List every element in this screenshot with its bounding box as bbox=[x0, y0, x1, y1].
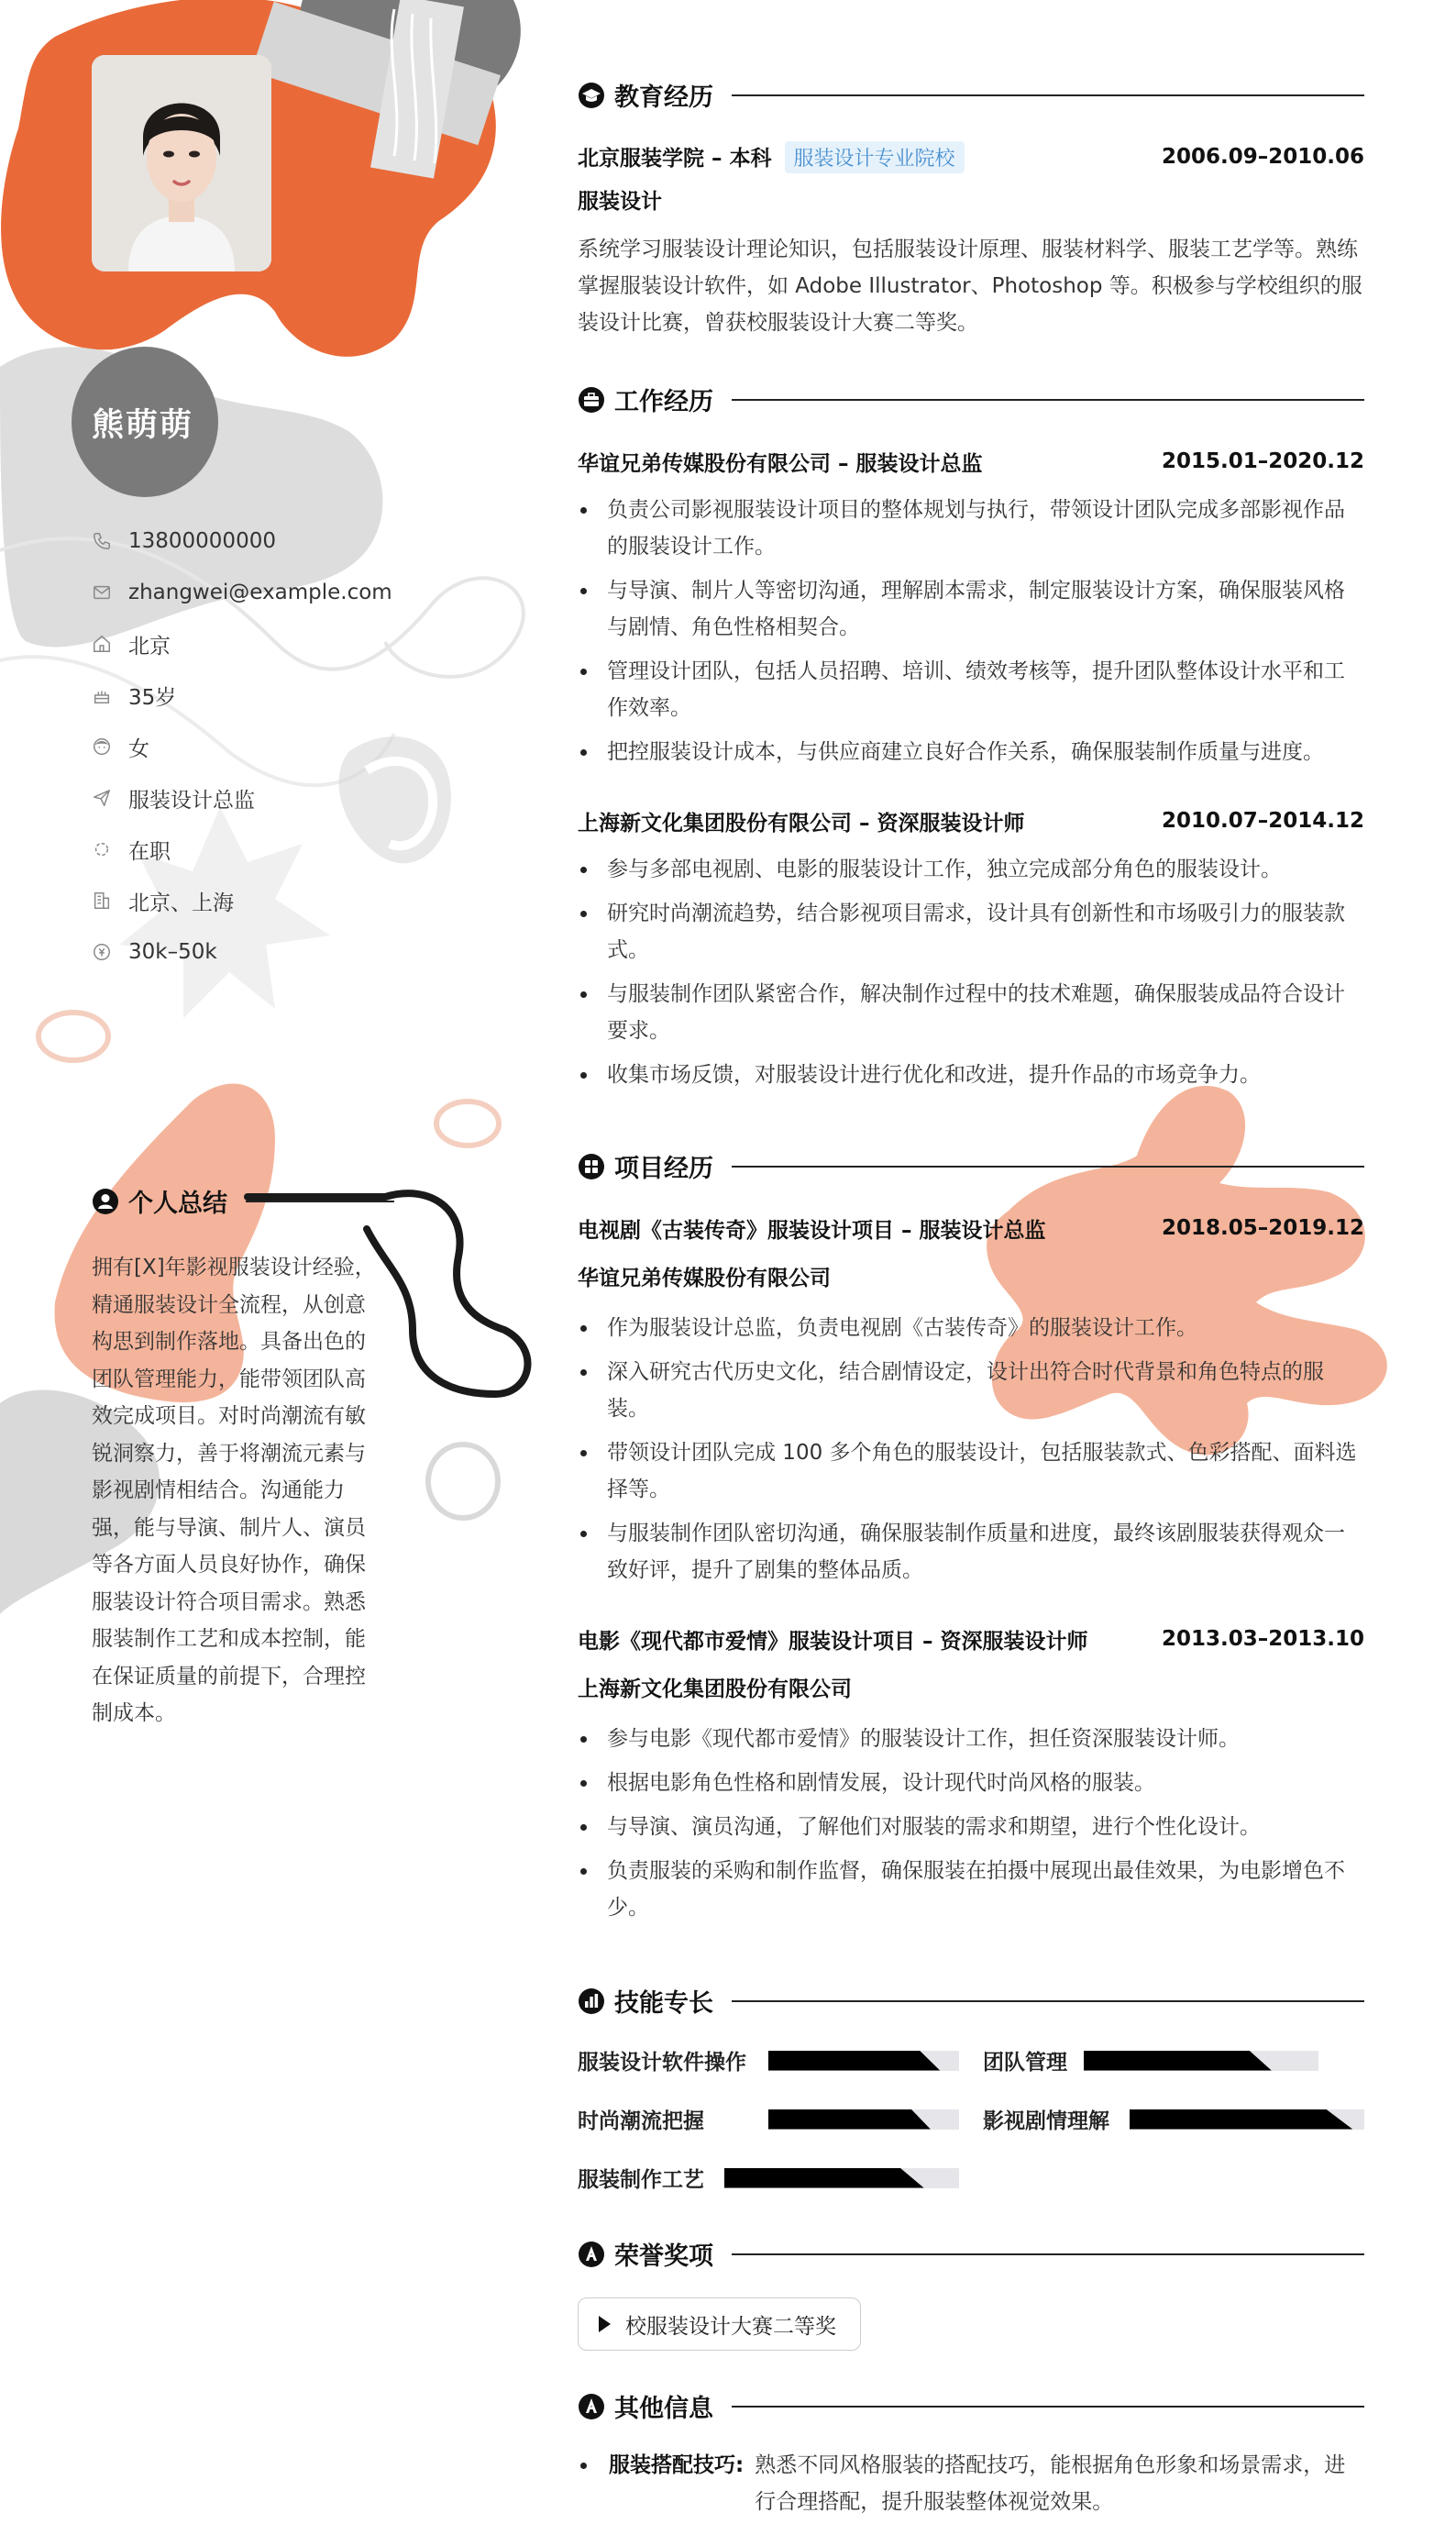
education-title: 教育经历 bbox=[614, 83, 713, 112]
contact-phone bbox=[92, 515, 392, 567]
list-item: 参与多部电视剧、电影的服装设计工作，独立完成部分角色的服装设计。 bbox=[578, 851, 1364, 888]
info-icon bbox=[578, 2393, 605, 2420]
project-1-company: 华谊兄弟传媒股份有限公司 bbox=[578, 1267, 831, 1290]
contact-email-text: zhangwei@example.com bbox=[128, 581, 392, 604]
list-item: 与服装制作团队紧密合作，解决制作过程中的技术难题，确保服装成品符合设计要求。 bbox=[578, 976, 1364, 1049]
skill-name: 服装设计软件操作 bbox=[578, 2051, 746, 2075]
gender-icon bbox=[92, 736, 112, 757]
contact-age-text: 35岁 bbox=[128, 685, 177, 710]
other-title: 其他信息 bbox=[614, 2395, 713, 2423]
skill-name: 影视剧情理解 bbox=[983, 2109, 1109, 2133]
skill-name: 团队管理 bbox=[983, 2051, 1067, 2075]
award-icon bbox=[578, 2241, 605, 2268]
skill-bar bbox=[768, 2109, 959, 2130]
work-job-1-heading: 华谊兄弟传媒股份有限公司 – 服装设计总监 bbox=[578, 451, 983, 476]
contact-status-text: 在职 bbox=[128, 839, 171, 864]
education-school-wrap bbox=[578, 141, 965, 173]
project-1-heading: 电视剧《古装传奇》服装设计项目 – 服装设计总监 bbox=[578, 1218, 1046, 1243]
skill-bar bbox=[768, 2051, 959, 2071]
contact-location-text: 北京、上海 bbox=[128, 891, 234, 915]
projects-title: 项目经历 bbox=[614, 1155, 713, 1183]
contact-location bbox=[92, 875, 392, 926]
projects-header bbox=[578, 1148, 1364, 1184]
skills-title: 技能专长 bbox=[614, 1989, 713, 2018]
summary-text: 拥有[X]年影视服装设计经验，精通服装设计全流程，从创意构思到制作落地。具备出色的团队管理能力，能带领团队高效完成项目。对时尚潮流有敏锐洞察力，善于将潮流元素与影视剧情相结合。沟通能力强，能与导演、制片人、演员等各方面人员良好协作，确保服装设计符合项目需求。熟悉服装制作工艺和成本控制，能在保证质量的前提下，合理控制成本。 bbox=[92, 1256, 376, 1725]
summary-header bbox=[92, 1183, 394, 1219]
work-job-2-list bbox=[578, 851, 1364, 1093]
list-item: 负责公司影视服装设计项目的整体规划与执行，带领设计团队完成多部影视作品的服装设计工作。 bbox=[578, 492, 1364, 565]
briefcase-icon bbox=[578, 386, 605, 414]
divider bbox=[246, 1201, 394, 1202]
contact-age bbox=[92, 670, 392, 721]
divider bbox=[732, 1166, 1364, 1168]
send-icon bbox=[92, 788, 112, 808]
status-icon bbox=[92, 839, 112, 859]
list-item: 管理设计团队，包括人员招聘、培训、绩效考核等，提升团队整体设计水平和工作效率。 bbox=[578, 653, 1364, 726]
play-icon bbox=[599, 2316, 611, 2332]
skill-bar-fill bbox=[768, 2051, 940, 2071]
project-2-date: 2013.03–2013.10 bbox=[1161, 1627, 1364, 1651]
skill-item bbox=[983, 2045, 1318, 2076]
divider bbox=[732, 94, 1364, 96]
project-2 bbox=[578, 1620, 1364, 1933]
project-2-head bbox=[578, 1620, 1364, 1658]
bullet bbox=[580, 2463, 587, 2469]
honors-header bbox=[578, 2236, 1364, 2272]
profile-name: 熊萌萌 bbox=[92, 407, 194, 444]
salary-icon bbox=[92, 942, 112, 962]
education-major: 服装设计 bbox=[578, 190, 662, 214]
contact-gender-text: 女 bbox=[128, 736, 149, 761]
work-job-2-date: 2010.07–2014.12 bbox=[1161, 809, 1364, 833]
list-item: 参与电影《现代都市爱情》的服装设计工作，担任资深服装设计师。 bbox=[578, 1721, 1364, 1757]
skill-bar bbox=[1130, 2109, 1364, 2130]
list-item: 与导演、制片人等密切沟通，理解剧本需求，制定服装设计方案，确保服装风格与剧情、角色性格相契合。 bbox=[578, 572, 1364, 646]
education-section bbox=[578, 138, 1364, 341]
skill-bar bbox=[1084, 2051, 1318, 2071]
list-item: 作为服装设计总监，负责电视剧《古装传奇》的服装设计工作。 bbox=[578, 1310, 1364, 1346]
divider bbox=[732, 2000, 1364, 2002]
work-job-1-date: 2015.01–2020.12 bbox=[1161, 449, 1364, 473]
list-item: 收集市场反馈，对服装设计进行优化和改进，提升作品的市场竞争力。 bbox=[578, 1057, 1364, 1093]
grid-icon bbox=[578, 1153, 605, 1180]
other-text: 熟悉不同风格服装的搭配技巧，能根据角色形象和场景需求，进行合理搭配，提升服装整体视觉效果。 bbox=[755, 2453, 1346, 2514]
mail-icon bbox=[92, 582, 112, 603]
skill-bar-fill bbox=[724, 2168, 924, 2188]
education-school: 北京服装学院 – 本科 bbox=[578, 146, 772, 171]
work-job-2 bbox=[578, 802, 1364, 1101]
contact-job-text: 服装设计总监 bbox=[128, 788, 255, 813]
list-item: 与导演、演员沟通，了解他们对服装的需求和期望，进行个性化设计。 bbox=[578, 1809, 1364, 1845]
project-2-heading: 电影《现代都市爱情》服装设计项目 – 资深服装设计师 bbox=[578, 1629, 1088, 1654]
project-2-list bbox=[578, 1721, 1364, 1926]
user-icon bbox=[92, 1188, 119, 1215]
award-text: 校服装设计大赛二等奖 bbox=[625, 2314, 836, 2339]
work-title: 工作经历 bbox=[614, 388, 713, 416]
education-desc: 系统学习服装设计理论知识，包括服装设计原理、服装材料学、服装工艺学等。熟练掌握服装设计软件，如 Adobe Illustrator、Photoshop 等。积极参与学校组织的服装设计比赛，曾获校服装设计大赛二等奖。 bbox=[578, 238, 1362, 335]
contact-status bbox=[92, 824, 392, 875]
work-job-2-head bbox=[578, 802, 1364, 840]
list-item: 带领设计团队完成 100 多个角色的服装设计，包括服装款式、色彩搭配、面料选择等。 bbox=[578, 1434, 1364, 1508]
skill-bar-fill bbox=[1084, 2051, 1272, 2071]
project-1 bbox=[578, 1209, 1364, 1596]
skill-item bbox=[578, 2163, 959, 2193]
phone-icon bbox=[92, 531, 112, 551]
list-item: 与服装制作团队密切沟通，确保服装制作质量和进度，最终该剧服装获得观众一致好评，提升了剧集的整体品质。 bbox=[578, 1515, 1364, 1589]
contact-email bbox=[92, 567, 392, 618]
work-job-1-list bbox=[578, 492, 1364, 770]
contact-salary bbox=[92, 926, 392, 978]
list-item: 深入研究古代历史文化，结合剧情设定，设计出符合时代背景和角色特点的服装。 bbox=[578, 1354, 1364, 1427]
contact-gender bbox=[92, 721, 392, 772]
other-label: 服装搭配技巧: bbox=[609, 2453, 745, 2477]
list-item: 根据电影角色性格和剧情发展，设计现代时尚风格的服装。 bbox=[578, 1765, 1364, 1801]
divider bbox=[732, 2253, 1364, 2255]
work-job-1 bbox=[578, 442, 1364, 778]
contact-city-text: 北京 bbox=[128, 634, 171, 659]
education-row bbox=[578, 138, 1364, 176]
award-chip bbox=[578, 2297, 861, 2351]
education-date: 2006.09–2010.06 bbox=[1161, 145, 1364, 169]
work-job-1-head bbox=[578, 442, 1364, 481]
project-1-head bbox=[578, 1209, 1364, 1247]
project-1-date: 2018.05–2019.12 bbox=[1161, 1216, 1364, 1240]
project-2-company: 上海新文化集团股份有限公司 bbox=[578, 1677, 852, 1701]
skill-bar-fill bbox=[768, 2109, 931, 2130]
work-header bbox=[578, 382, 1364, 417]
skills-header bbox=[578, 1983, 1364, 2019]
education-header bbox=[578, 77, 1364, 113]
list-item: 负责服装的采购和制作监督，确保服装在拍摄中展现出最佳效果，为电影增色不少。 bbox=[578, 1853, 1364, 1926]
skill-bar bbox=[724, 2168, 959, 2188]
summary-title: 个人总结 bbox=[128, 1190, 227, 1218]
other-header bbox=[578, 2388, 1364, 2424]
contact-list bbox=[92, 515, 392, 978]
home-icon bbox=[92, 634, 112, 654]
honors-title: 荣誉奖项 bbox=[614, 2242, 713, 2271]
contact-phone-text: 13800000000 bbox=[128, 529, 276, 553]
skill-item bbox=[983, 2104, 1364, 2134]
chart-icon bbox=[578, 1987, 605, 2015]
profile-photo bbox=[92, 55, 271, 271]
divider bbox=[732, 2406, 1364, 2408]
work-job-2-heading: 上海新文化集团股份有限公司 – 资深服装设计师 bbox=[578, 811, 1025, 836]
other-item bbox=[578, 2447, 1364, 2520]
divider bbox=[732, 399, 1364, 401]
education-tag: 服装设计专业院校 bbox=[785, 141, 965, 173]
list-item: 把控服装设计成本，与供应商建立良好合作关系，确保服装制作质量与进度。 bbox=[578, 734, 1364, 770]
building-icon bbox=[92, 891, 112, 911]
age-icon bbox=[92, 685, 112, 705]
skill-bar-fill bbox=[1130, 2109, 1352, 2130]
list-item: 研究时尚潮流趋势，结合影视项目需求，设计具有创新性和市场吸引力的服装款式。 bbox=[578, 895, 1364, 969]
skill-name: 服装制作工艺 bbox=[578, 2168, 704, 2192]
skill-item bbox=[578, 2104, 959, 2134]
graduation-cap-icon bbox=[578, 82, 605, 109]
skill-item bbox=[578, 2045, 959, 2076]
contact-salary-text: 30k–50k bbox=[128, 940, 217, 964]
project-1-list bbox=[578, 1310, 1364, 1589]
avatar bbox=[92, 55, 271, 271]
contact-city bbox=[92, 618, 392, 670]
skill-name: 时尚潮流把握 bbox=[578, 2109, 704, 2133]
contact-job bbox=[92, 772, 392, 824]
